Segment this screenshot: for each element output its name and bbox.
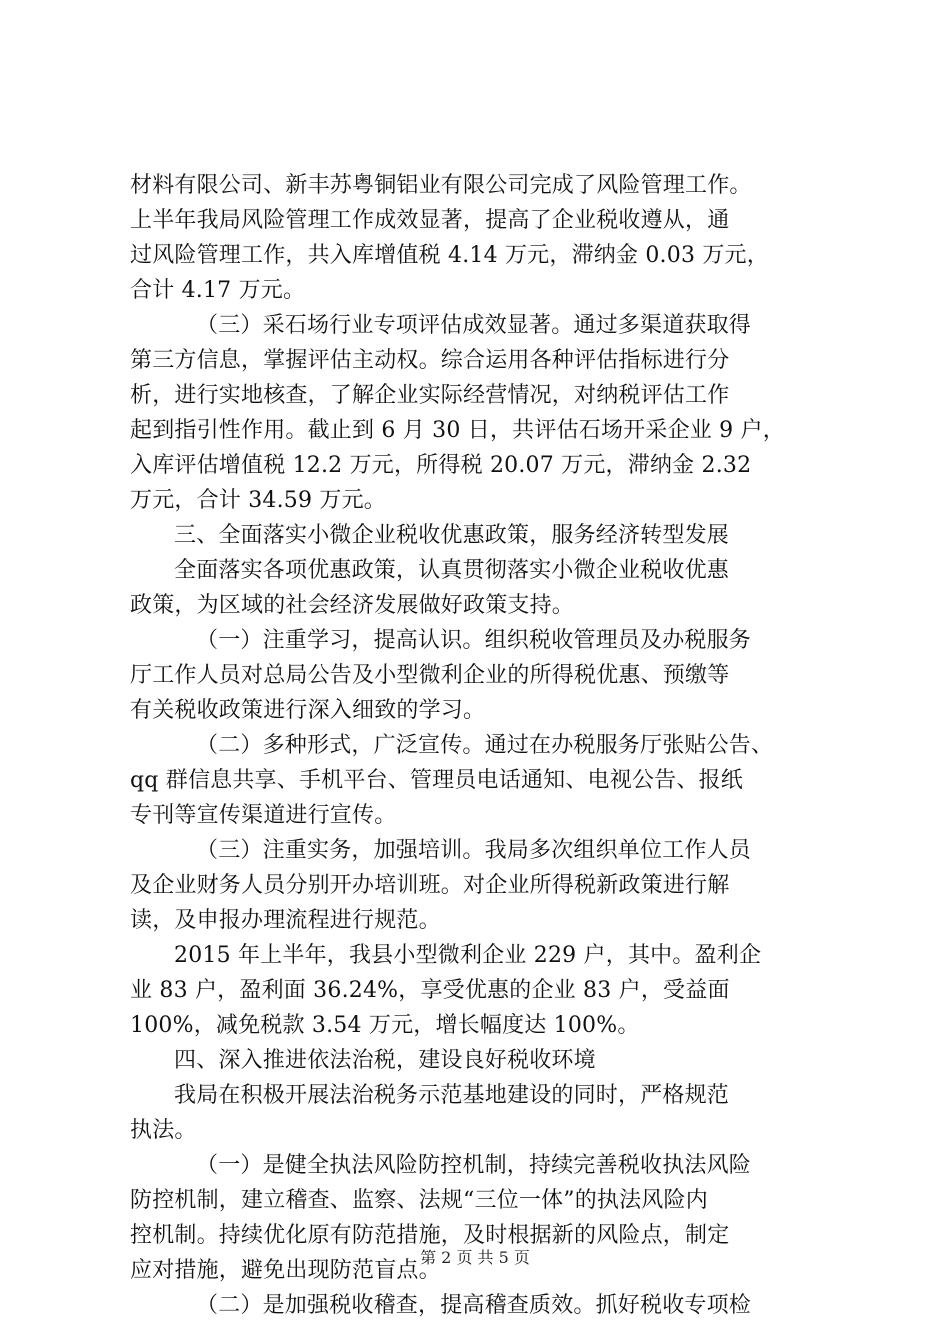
text-line: 执法。: [130, 1118, 197, 1143]
text-line: 材料有限公司、新丰苏粤铜铝业有限公司完成了风险管理工作。: [130, 173, 752, 198]
text-line: 及企业财务人员分别开办培训班。对企业所得税新政策进行解: [130, 873, 730, 898]
text-line: 上半年我局风险管理工作成效显著，提高了企业税收遵从，通: [130, 208, 730, 233]
text-line: 应对措施，避免出现防范盲点。: [130, 1258, 441, 1283]
page-number-footer: 第 2 页 共 5 页: [420, 1248, 530, 1267]
section-heading: 三、全面落实小微企业税收优惠政策，服务经济转型发展: [174, 523, 730, 548]
text-line: 专刊等宣传渠道进行宣传。: [130, 803, 397, 828]
text-line: 控机制。持续优化原有防范措施，及时根据新的风险点，制定: [130, 1223, 730, 1248]
text-line: 我局在积极开展法治税务示范基地建设的同时，严格规范: [174, 1083, 730, 1108]
text-line: （一）注重学习，提高认识。组织税收管理员及办税服务: [196, 628, 752, 653]
text-line: 合计 4.17 万元。: [130, 278, 306, 303]
text-line: （二）是加强税收稽查，提高稽查质效。抓好税收专项检: [196, 1293, 752, 1318]
text-line: 业 83 户，盈利面 36.24%，享受优惠的企业 83 户，受益面: [130, 978, 730, 1003]
text-line: （二）多种形式，广泛宣传。通过在办税服务厅张贴公告、: [196, 733, 774, 758]
text-line: 有关税收政策进行深入细致的学习。: [130, 698, 486, 723]
text-line: 2015 年上半年，我县小型微利企业 229 户，其中。盈利企: [174, 943, 762, 968]
text-line: 防控机制，建立稽查、监察、法规“三位一体”的执法风险内: [130, 1188, 708, 1213]
text-line: 读，及申报办理流程进行规范。: [130, 908, 441, 933]
text-line: 第三方信息，掌握评估主动权。综合运用各种评估指标进行分: [130, 348, 730, 373]
text-line: 万元，合计 34.59 万元。: [130, 488, 386, 513]
text-line: 析，进行实地核查，了解企业实际经营情况，对纳税评估工作: [130, 383, 730, 408]
text-line: （一）是健全执法风险防控机制，持续完善税收执法风险: [196, 1153, 752, 1178]
text-line: qq 群信息共享、手机平台、管理员电话通知、电视公告、报纸: [130, 768, 743, 793]
text-line: 入库评估增值税 12.2 万元，所得税 20.07 万元，滞纳金 2.32: [130, 453, 752, 478]
text-line: （三）注重实务，加强培训。我局多次组织单位工作人员: [196, 838, 752, 863]
text-line: 厅工作人员对总局公告及小型微利企业的所得税优惠、预缴等: [130, 663, 730, 688]
text-line: 全面落实各项优惠政策，认真贯彻落实小微企业税收优惠: [174, 558, 730, 583]
text-line: 100%，减免税款 3.54 万元，增长幅度达 100%。: [130, 1013, 640, 1038]
text-line: 起到指引性作用。截止到 6 月 30 日，共评估石场开采企业 9 户，: [130, 418, 785, 443]
section-heading: 四、深入推进依法治税，建设良好税收环境: [174, 1048, 596, 1073]
document-body: [130, 168, 830, 1323]
text-line: 政策，为区域的社会经济发展做好政策支持。: [130, 593, 575, 618]
text-line: 过风险管理工作，共入库增值税 4.14 万元，滞纳金 0.03 万元，: [130, 243, 769, 268]
text-line: （三）采石场行业专项评估成效显著。通过多渠道获取得: [196, 313, 752, 338]
